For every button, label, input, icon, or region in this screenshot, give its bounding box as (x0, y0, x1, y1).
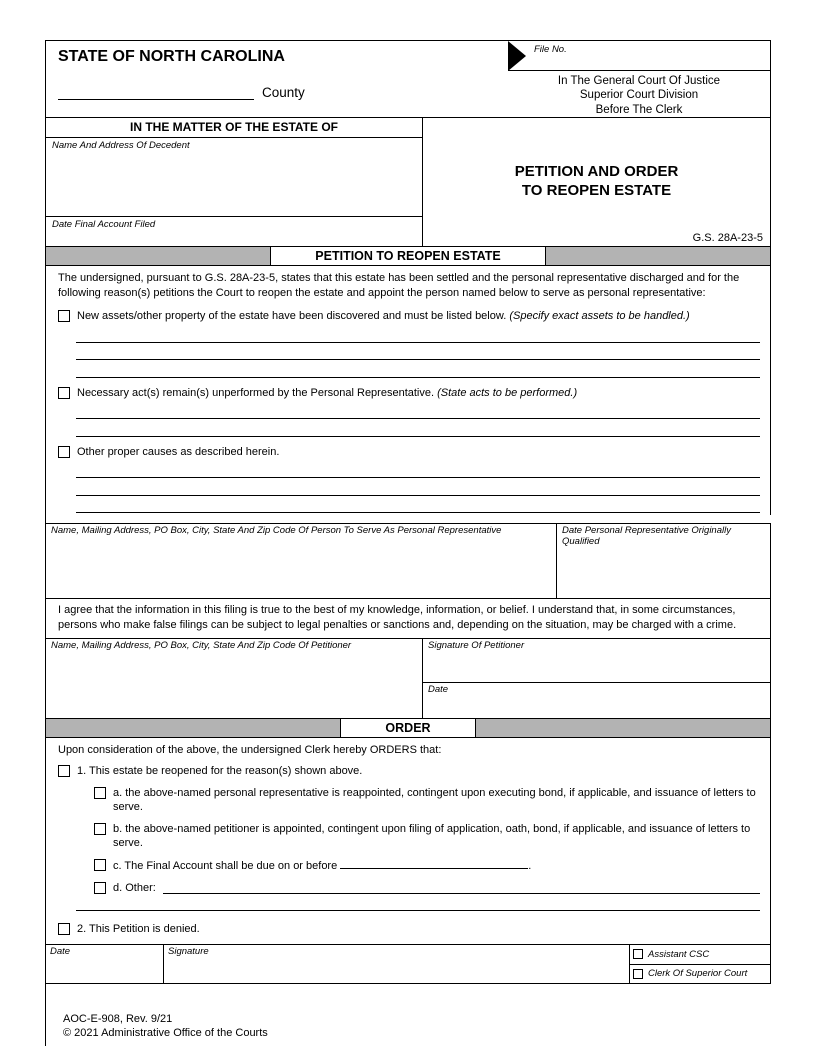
representative-label: Name, Mailing Address, PO Box, City, State And Zip Code Of Person To Serve As Personal Representative (51, 525, 502, 536)
write-line[interactable] (76, 419, 760, 437)
petition-item-note: (Specify exact assets to be handled.) (509, 310, 690, 322)
order-item-1 (58, 764, 760, 778)
order-item-1c-label: c. The Final Account shall be due on or before . (113, 860, 532, 872)
clerk-date-label: Date (50, 946, 71, 957)
petition-reopen-estate-form (45, 40, 771, 1046)
checkbox-new-assets[interactable] (58, 310, 70, 322)
petitioner-right-column (423, 639, 770, 718)
write-line[interactable] (76, 360, 760, 378)
checkbox-other-causes[interactable] (58, 446, 70, 458)
write-line[interactable] (76, 325, 760, 343)
court-division-block (508, 71, 770, 118)
date-final-account-label: Date Final Account Filed (52, 219, 156, 230)
statute-reference: G.S. 28A-23-5 (692, 232, 763, 244)
matter-of-estate-title: IN THE MATTER OF THE ESTATE OF (46, 118, 422, 138)
other-write-line[interactable] (163, 883, 760, 894)
petition-item-label: Other proper causes as described herein. (77, 445, 280, 458)
form-footer (46, 984, 771, 1046)
header-left (46, 41, 508, 117)
clerk-date-field[interactable] (46, 945, 164, 983)
write-line[interactable] (76, 402, 760, 420)
estate-left-column (46, 118, 423, 246)
unperformed-acts-write-lines (76, 402, 760, 437)
clerk-superior-court-row (630, 964, 770, 984)
other-causes-write-lines (76, 461, 760, 514)
checkbox-order-2-denied[interactable] (58, 923, 70, 935)
decedent-name-address-field[interactable] (46, 138, 422, 216)
date-final-account-field[interactable] (46, 216, 422, 246)
petitioner-signature-field[interactable] (423, 639, 770, 682)
order-item-1a-label: a. the above-named personal representative is reappointed, contingent upon executing bond, if applicable, and issuance of letters to serve. (113, 787, 756, 813)
order-item-1d-label: d. Other: (113, 882, 156, 894)
petition-body (46, 266, 771, 515)
date-qualified-label: Date Personal Representative Originally Qualified (562, 525, 731, 547)
petition-section-bar (46, 246, 771, 266)
form-title-line-2: TO REOPEN ESTATE (521, 182, 672, 199)
petitioner-label: Name, Mailing Address, PO Box, City, State And Zip Code Of Petitioner (51, 640, 352, 651)
county-input-line[interactable] (58, 85, 254, 100)
court-line-2: Superior Court Division (579, 89, 699, 101)
form-number: AOC-E-908, Rev. 9/21 (63, 1013, 173, 1025)
form-title (423, 162, 770, 200)
order-item-1a (94, 786, 760, 814)
county-row (58, 85, 508, 100)
file-no-field[interactable] (508, 41, 770, 71)
order-section-title: ORDER (340, 719, 475, 737)
agreement-statement: I agree that the information in this filing is true to the best of my knowledge, information, or belief. I understand that, in some circumstances, persons who make false filings can be subject to legal penalties or sanctions and, depending on the situation, may be charged with a crime. (46, 599, 771, 638)
checkbox-assistant-csc[interactable] (633, 949, 643, 959)
county-label: County (262, 85, 305, 100)
final-account-date-line[interactable] (340, 858, 528, 869)
write-line[interactable] (76, 496, 760, 514)
copyright: © 2021 Administrative Office of the Courts (63, 1027, 268, 1039)
other-continuation-line[interactable] (76, 895, 760, 911)
decedent-label: Name And Address Of Decedent (52, 140, 190, 151)
petitioner-signature-label: Signature Of Petitioner (428, 640, 525, 651)
petitioner-date-label: Date (428, 683, 449, 695)
order-item-1b (94, 822, 760, 850)
order-body (46, 738, 771, 944)
checkbox-order-1a-reappoint[interactable] (94, 787, 106, 799)
petition-item-label: Necessary act(s) remain(s) unperformed by the Personal Representative. (State acts to be performed.) (77, 386, 578, 399)
petition-intro: The undersigned, pursuant to G.S. 28A-23-5, states that this estate has been settled and the personal representative discharged and for the following reason(s) petitions the Court to reopen the estate and appoint the person named below to serve as personal representative: (58, 272, 740, 299)
checkbox-order-1-reopen[interactable] (58, 765, 70, 777)
court-line-1: In The General Court Of Justice (557, 74, 721, 87)
assistant-csc-label: Assistant CSC (648, 948, 710, 960)
clerk-signature-label: Signature (168, 946, 209, 957)
petition-item-note: (State acts to be performed.) (437, 386, 578, 399)
assistant-csc-row (630, 945, 770, 964)
clerk-title-cell (630, 945, 770, 983)
order-item-2 (58, 922, 760, 936)
write-line[interactable] (76, 478, 760, 496)
new-assets-write-lines (76, 325, 760, 378)
checkbox-clerk-superior-court[interactable] (633, 969, 643, 979)
petition-item-new-assets (58, 309, 760, 323)
petition-item-unperformed-acts (58, 386, 760, 400)
checkbox-unperformed-acts[interactable] (58, 387, 70, 399)
order-item-1c (94, 858, 760, 873)
checkbox-order-1c-final-account[interactable] (94, 859, 106, 871)
order-item-2-label: 2. This Petition is denied. (77, 923, 200, 935)
petitioner-box (46, 638, 771, 718)
clerk-signature-field[interactable] (164, 945, 630, 983)
representative-name-address-field[interactable] (46, 524, 556, 598)
personal-representative-box (46, 523, 771, 599)
date-qualified-field[interactable] (556, 524, 770, 598)
petition-item-label: New assets/other property of the estate have been discovered and must be listed below. (Specify exact assets to be handled.) (77, 310, 690, 322)
arrow-right-icon (508, 41, 526, 71)
clerk-superior-court-label: Clerk Of Superior Court (648, 968, 748, 980)
order-intro: Upon consideration of the above, the undersigned Clerk hereby ORDERS that: (58, 744, 442, 756)
state-title: STATE OF NORTH CAROLINA (58, 48, 285, 65)
petitioner-name-address-field[interactable] (46, 639, 423, 718)
header-right (508, 41, 770, 117)
order-item-1b-label: b. the above-named petitioner is appointed, contingent upon filing of application, oath, bond, if applicable, and issuance of letters to serve. (113, 823, 751, 849)
court-line-3: Before The Clerk (595, 103, 683, 116)
checkbox-order-1d-other[interactable] (94, 882, 106, 894)
petitioner-date-field[interactable] (423, 682, 770, 718)
order-section-bar (46, 718, 771, 738)
estate-matter-block (46, 118, 771, 246)
estate-right-column (423, 118, 770, 246)
checkbox-order-1b-appoint-petitioner[interactable] (94, 823, 106, 835)
file-no-label: File No. (534, 44, 567, 55)
write-line[interactable] (76, 343, 760, 361)
petition-section-title: PETITION TO REOPEN ESTATE (270, 247, 545, 265)
order-item-1-label: 1. This estate be reopened for the reason(s) shown above. (77, 765, 363, 777)
form-header (46, 40, 771, 118)
form-title-line-1: PETITION AND ORDER (514, 163, 679, 180)
petition-item-other-causes (58, 445, 760, 459)
write-line[interactable] (76, 461, 760, 479)
order-item-1d (94, 881, 760, 895)
clerk-signature-row (46, 944, 771, 984)
